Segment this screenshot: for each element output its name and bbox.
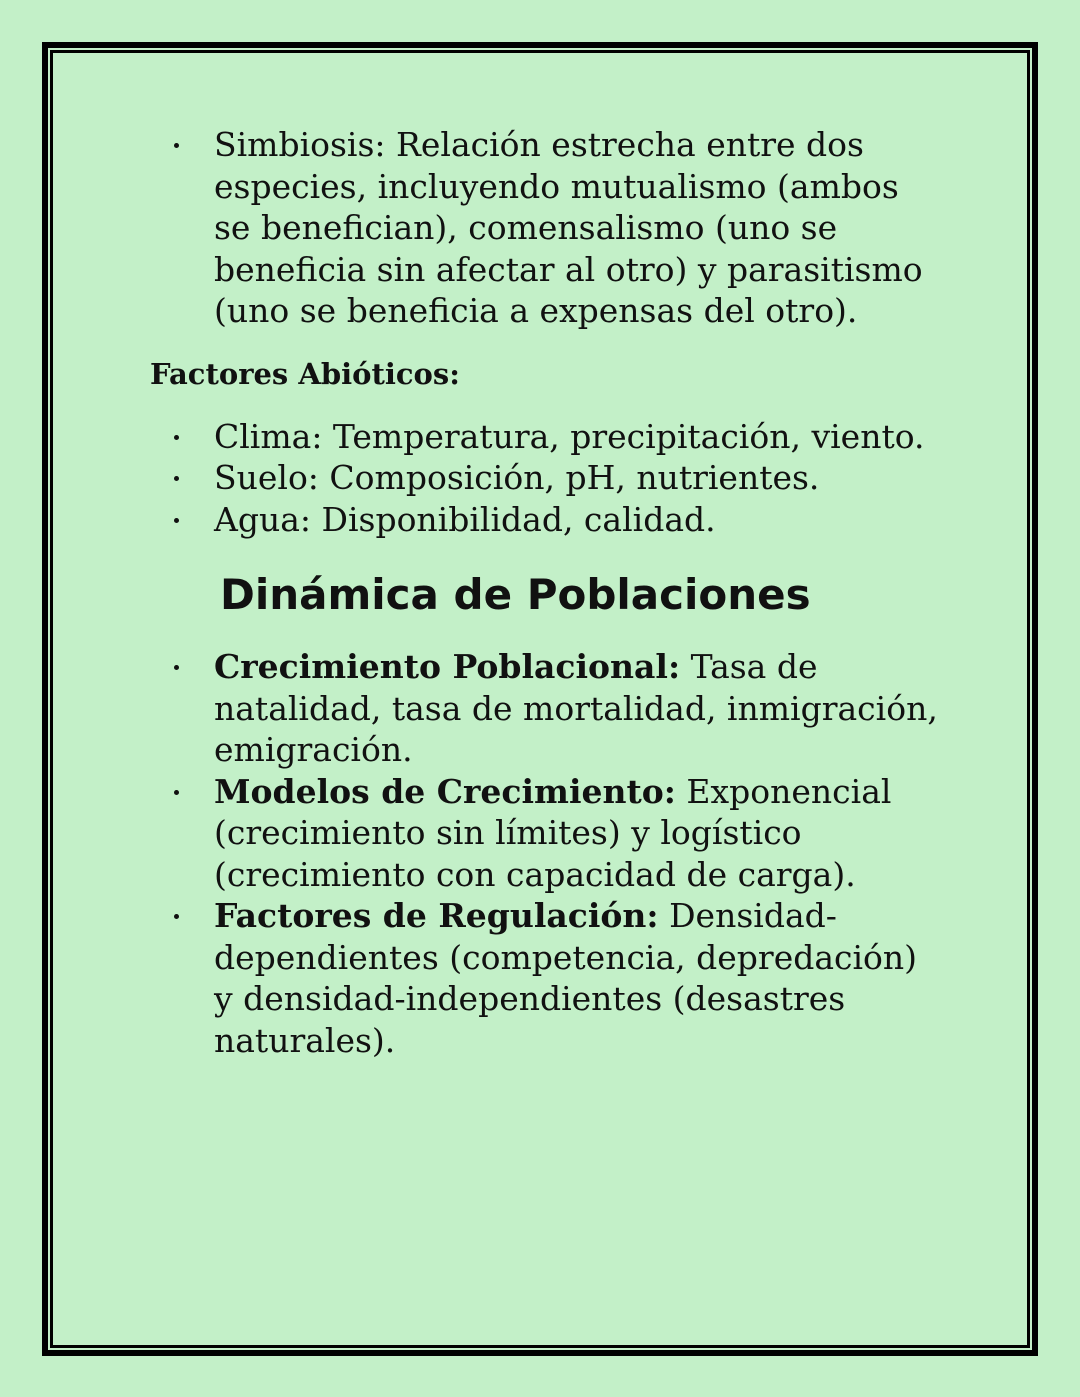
crecimiento-text: Tasa de natalidad, tasa de mortalidad, inmigración, emigración. <box>214 647 938 769</box>
page-content <box>150 124 940 1061</box>
crecimiento-term: Crecimiento Poblacional: <box>214 647 681 686</box>
regulacion-text: Densidad-dependientes (competencia, depredación) y densidad-independientes (desastres naturales). <box>214 896 918 1060</box>
list-item <box>214 416 940 458</box>
list-item <box>214 124 940 332</box>
clima-text: Clima: Temperatura, precipitación, viento. <box>214 416 925 456</box>
list-item <box>214 457 940 499</box>
bullet-icon <box>174 143 179 148</box>
regulacion-term: Factores de Regulación: <box>214 896 659 935</box>
modelos-term: Modelos de Crecimiento: <box>214 771 676 811</box>
simbiosis-list <box>150 124 940 332</box>
bullet-icon <box>174 518 179 523</box>
list-item <box>214 646 940 771</box>
abioticos-list <box>150 416 940 541</box>
bullet-icon <box>174 790 179 795</box>
bullet-icon <box>174 665 179 670</box>
list-item <box>214 499 940 541</box>
poblaciones-title: Dinámica de Poblaciones <box>220 570 811 619</box>
simbiosis-text: Simbiosis: Relación estrecha entre dos especies, incluyendo mutualismo (ambos se benefician), comensalismo (uno se beneficia sin afectar al otro) y parasitismo (uno se beneficia a expensas del otro). <box>214 125 923 330</box>
suelo-text: Suelo: Composición, pH, nutrientes. <box>214 458 820 497</box>
bullet-icon <box>174 476 179 481</box>
poblaciones-list <box>150 646 940 1061</box>
agua-text: Agua: Disponibilidad, calidad. <box>214 499 716 539</box>
abioticos-heading: Factores Abióticos: <box>150 356 460 391</box>
modelos-text: Exponencial (crecimiento sin límites) y logístico (crecimiento con capacidad de carga). <box>214 771 892 894</box>
list-item <box>214 895 940 1061</box>
bullet-icon <box>174 914 179 919</box>
bullet-icon <box>174 435 179 440</box>
list-item <box>214 771 940 896</box>
